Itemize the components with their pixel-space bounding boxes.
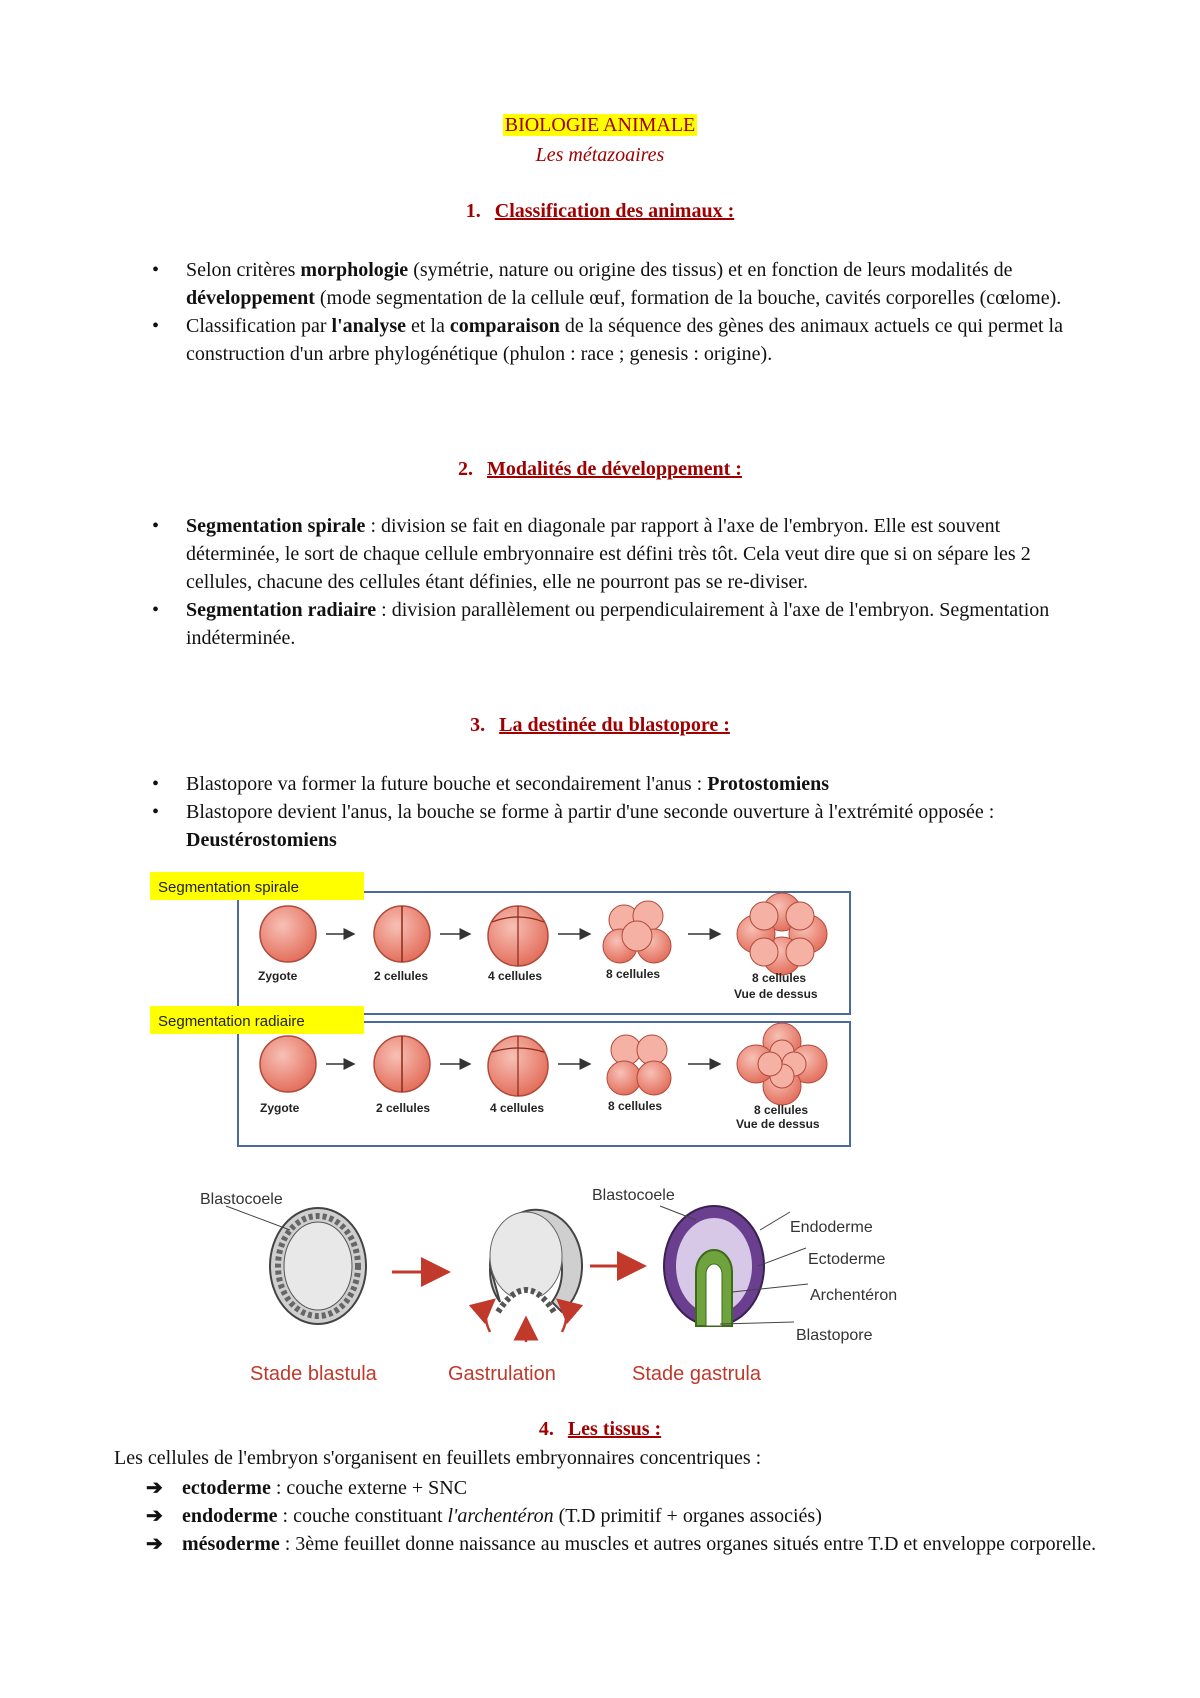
label-blastocoele-left: Blastocoele	[200, 1191, 283, 1208]
gastrulation-diagram	[226, 1206, 808, 1342]
stage-label-zygote: Zygote	[260, 1101, 300, 1115]
eight-cell-top-view	[737, 1023, 827, 1105]
stage-label-4: 4 cellules	[490, 1101, 545, 1115]
spiral-stages	[260, 893, 827, 975]
label-ectoderme: Ectoderme	[808, 1251, 886, 1268]
section-1-list	[150, 256, 1080, 368]
stage-label-2: 2 cellules	[376, 1101, 431, 1115]
radial-label: Segmentation radiaire	[158, 1013, 305, 1030]
segmentation-gastrulation-figure	[140, 872, 898, 1392]
list-item: • Segmentation spirale : division se fait en diagonale par rapport à l'axe de l'embryon. Elle est souvent déterminée, le sort de chaque cellule embryonnaire est défini très tôt. Cela veut dire que si on sépare les 2 cellules, chacune des cellules étant définies, elle ne pourront pas se re-diviser.	[152, 515, 1031, 593]
eight-cell-top-view	[737, 893, 827, 975]
stage-label-zygote: Zygote	[258, 969, 298, 983]
section-1-heading: 1. Classification des animaux :	[465, 200, 735, 222]
section-2-list	[150, 512, 1080, 652]
stage-names	[250, 1363, 762, 1385]
arrow-icon: ➔	[146, 1505, 163, 1527]
section-2-heading: 2. Modalités de développement :	[458, 458, 742, 480]
blastocoele-leader	[226, 1206, 290, 1230]
eight-cell-embryo	[603, 901, 671, 963]
stage-label-8-top: 8 cellules	[754, 1103, 809, 1117]
list-item: • Classification par l'analyse et la comparaison de la séquence des gènes des animaux actuels ce qui permet la construction d'un arbre phylogénétique (phulon : race ; genesis : origine).	[152, 315, 1063, 365]
list-item: ➔ mésoderme : 3ème feuillet donne naissance au muscles et autres organes situés entre T.D et enveloppe corporelle.	[146, 1530, 1106, 1558]
document-subtitle: Les métazoaires	[535, 144, 665, 166]
list-item: • Blastopore va former la future bouche et secondairement l'anus : Protostomiens	[152, 773, 830, 795]
document-title: BIOLOGIE ANIMALE	[504, 114, 696, 136]
stage-gastrulation-label: Gastrulation	[448, 1363, 556, 1385]
radial-stage-labels	[260, 1099, 820, 1131]
label-archenteron: Archentéron	[810, 1287, 898, 1304]
zygote-cell	[260, 906, 316, 962]
list-item: ➔ endoderme : couche constituant l'archentéron (T.D primitif + organes associés)	[146, 1502, 1106, 1530]
stage-label-8: 8 cellules	[608, 1099, 663, 1113]
list-item: ➔ ectoderme : couche externe + SNC	[146, 1474, 1106, 1502]
section-4-intro: Les cellules de l'embryon s'organisent en feuillets embryonnaires concentriques :	[114, 1447, 762, 1469]
blastula	[270, 1208, 366, 1324]
eight-cell-embryo	[607, 1035, 671, 1095]
gastrula	[664, 1206, 764, 1326]
list-item: • Blastopore devient l'anus, la bouche se forme à partir d'une seconde ouverture à l'extrémité opposée : Deustérostomiens	[152, 801, 995, 851]
zygote-cell	[260, 1036, 316, 1092]
stage-label-top-view: Vue de dessus	[734, 987, 818, 1001]
arrow-icon: ➔	[146, 1477, 163, 1499]
label-blastocoele-right: Blastocoele	[592, 1187, 675, 1204]
radial-stages	[260, 1023, 827, 1105]
stage-label-8: 8 cellules	[606, 967, 661, 981]
figure-svg	[140, 872, 898, 1392]
section-4-list	[146, 1474, 1106, 1558]
label-endoderme: Endoderme	[790, 1219, 873, 1236]
list-item: • Selon critères morphologie (symétrie, nature ou origine des tissus) et en fonction de leurs modalités de développement (mode segmentation de la cellule œuf, formation de la bouche, cavités corporelles (cœlome).	[152, 259, 1062, 309]
stage-label-2: 2 cellules	[374, 969, 429, 983]
stage-blastula-label: Stade blastula	[250, 1363, 377, 1385]
label-blastopore: Blastopore	[796, 1327, 873, 1344]
section-3-list	[150, 770, 1080, 854]
stage-label-8-top: 8 cellules	[752, 971, 807, 985]
stage-gastrula-label: Stade gastrula	[632, 1363, 761, 1385]
stage-label-top-view: Vue de dessus	[736, 1117, 820, 1131]
spiral-stage-labels	[258, 967, 818, 1001]
stage-label-4: 4 cellules	[488, 969, 543, 983]
list-item: • Segmentation radiaire : division parallèlement ou perpendiculairement à l'axe de l'embryon. Segmentation indéterminée.	[152, 599, 1050, 649]
arrow-icon: ➔	[146, 1533, 163, 1555]
section-4-heading: 4. Les tissus :	[538, 1418, 662, 1440]
section-3-heading: 3. La destinée du blastopore :	[470, 714, 730, 736]
gastrulation-embryo	[486, 1210, 582, 1342]
spiral-label: Segmentation spirale	[158, 879, 299, 896]
